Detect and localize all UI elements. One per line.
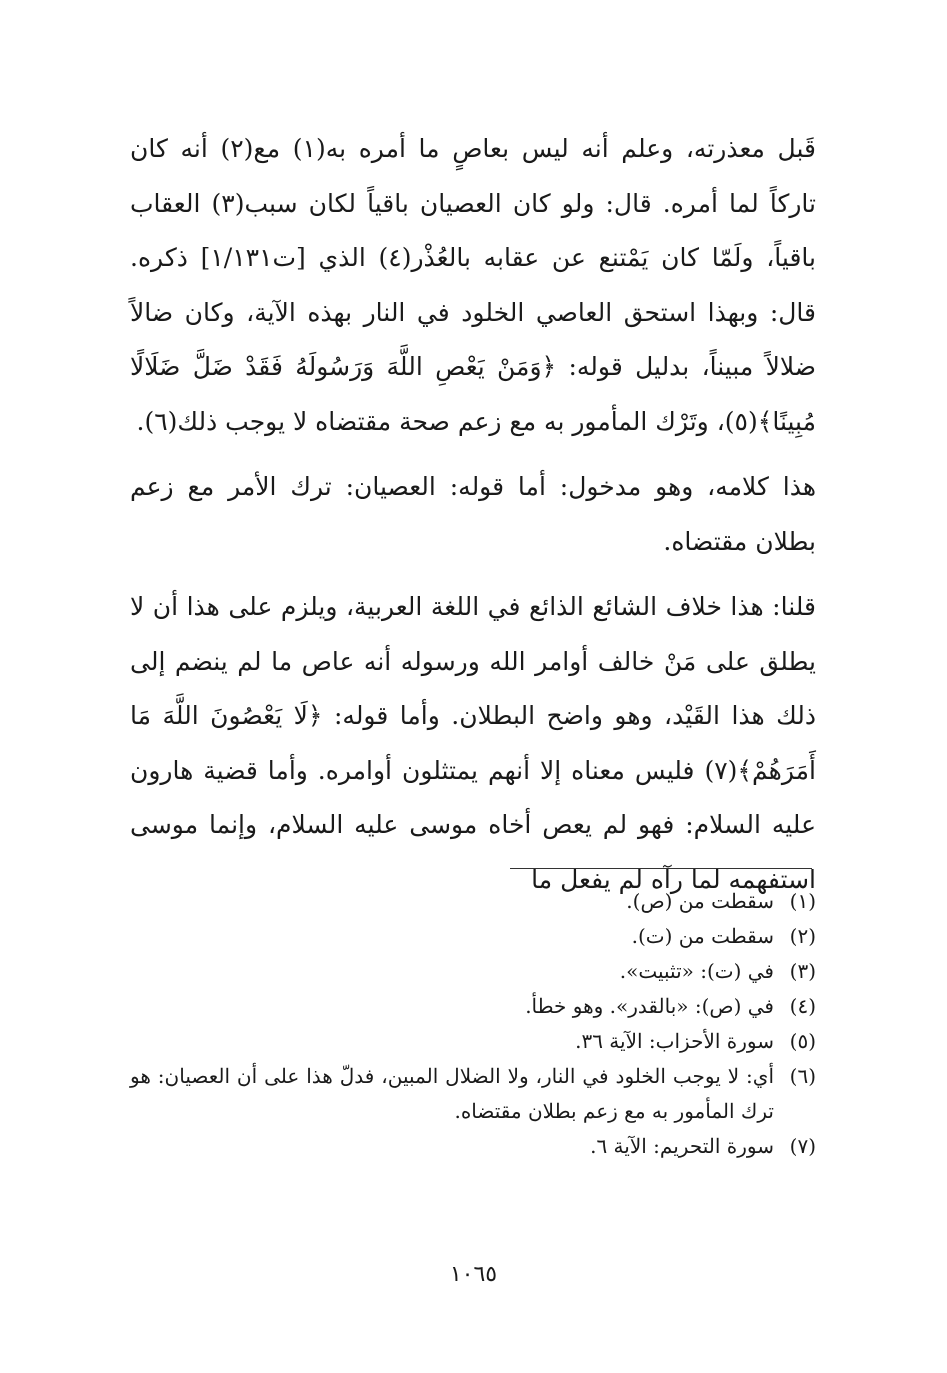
footnote-3: [130, 954, 816, 989]
footnotes-list: [130, 884, 816, 1164]
body-paragraph-2: هذا كلامه، وهو مدخول: أما قوله: العصيان: ترك الأمر مع زعم بطلان مقتضاه.: [130, 472, 816, 556]
footnote-2: [130, 919, 816, 954]
footnote-text: سورة الأحزاب: الآية ٣٦.: [575, 1029, 774, 1053]
main-text: [130, 122, 816, 907]
footnote-7: [130, 1129, 816, 1164]
footnote-number: (١): [789, 889, 816, 913]
footnote-number: (٦): [789, 1064, 816, 1088]
footnote-1: [130, 884, 816, 919]
footnote-separator: [510, 868, 812, 869]
footnote-6: [130, 1059, 816, 1129]
footnote-number: (٣): [789, 959, 816, 983]
footnote-number: (٧): [789, 1134, 816, 1158]
footnote-number: (٥): [789, 1029, 816, 1053]
page-number: ١٠٦٥: [449, 1262, 498, 1287]
footnote-text: أي: لا يوجب الخلود في النار، ولا الضلال المبين، فدلّ هذا على أن العصيان: هو ترك المأمور به مع زعم بطلان مقتضاه.: [130, 1064, 774, 1123]
body-paragraph-1: قَبل معذرته، وعلم أنه ليس بعاصٍ ما أمره به(١) مع(٢) أنه كان تاركاً لما أمره. قال: ولو كان العصيان باقياً لكان سبب(٣) العقاب باقياً، ولَمّا كان يَمْتنع عن عقابه بالعُذْر(٤) الذي [ت١/١٣١] ذكره. قال: وبهذا استحق العاصي الخلود في النار بهذه الآية، وكان ضالاً ضلالاً مبيناً، بدليل قوله: ﴿وَمَنْ يَعْصِ اللَّهَ وَرَسُولَهُ فَقَدْ ضَلَّ ضَلَالًا مُبِينًا﴾(٥)، وتَرْك المأمور به مع زعم صحة مقتضاه لا يوجب ذلك(٦).: [130, 134, 816, 436]
footnote-4: [130, 989, 816, 1024]
footnote-number: (٤): [789, 994, 816, 1018]
footnote-text: سورة التحريم: الآية ٦.: [590, 1134, 774, 1158]
body-paragraph-3: قلنا: هذا خلاف الشائع الذائع في اللغة العربية، ويلزم على هذا أن لا يطلق على مَنْ خالف أوامر الله ورسوله أنه عاص ما لم ينضم إلى ذلك هذا القَيْد، وهو واضح البطلان. وأما قوله: ﴿لَا يَعْصُونَ اللَّهَ مَا أَمَرَهُمْ﴾(٧) فليس معناه إلا أنهم يمتثلون أوامره. وأما قضية هارون عليه السلام: فهو لم يعص أخاه موسى عليه السلام، وإنما موسى استفهمه لما رآه لم يفعل ما: [130, 592, 816, 894]
footnote-text: في (ص): «بالقدر». وهو خطأ.: [525, 994, 774, 1018]
footnote-text: في (ت): «تثبيت».: [619, 959, 774, 983]
footnote-5: [130, 1024, 816, 1059]
footnote-text: سقطت من (ت).: [631, 924, 774, 948]
footnote-number: (٢): [789, 924, 816, 948]
footnote-text: سقطت من (ص).: [626, 889, 774, 913]
